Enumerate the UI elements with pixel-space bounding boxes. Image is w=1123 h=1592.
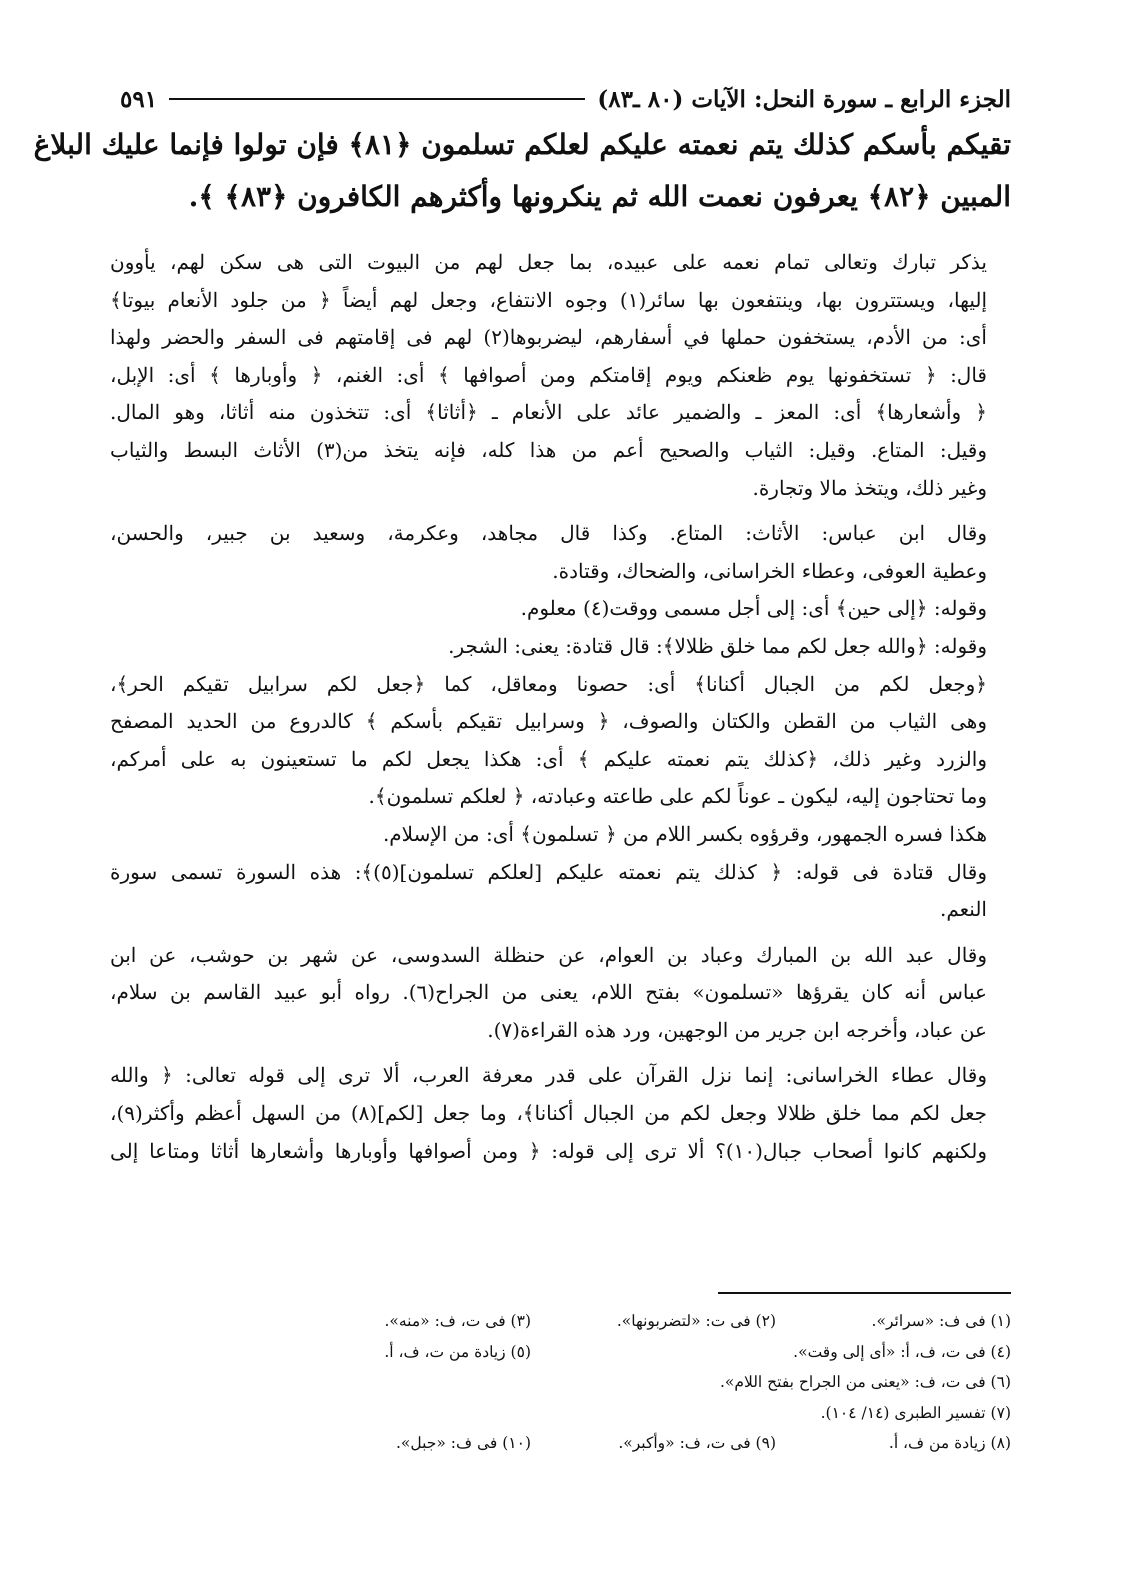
paragraph <box>110 244 1011 507</box>
text-line: وقيل: المتاع. وقيل: الثياب والصحيح أعم من هذا كله، فإنه يتخذ من(٣) الأثاث البسط والثياب <box>110 437 987 462</box>
text-line: وهى الثياب من القطن والكتان والصوف، ﴿ وسرابيل تقيكم بأسكم ﴾ كالدروع من الحديد المصفح <box>110 709 987 734</box>
text-line: عن عباد، وأخرجه ابن جرير من الوجهين، ورد هذه القراءة(٧). <box>487 1017 987 1042</box>
footnote-row <box>120 1367 1011 1398</box>
text-line: قال: ﴿ تستخفونها يوم ظعنكم ويوم إقامتكم ومن أصوافها ﴾ أى: الغنم، ﴿ وأوبارها ﴾ أى: الإبل، <box>110 362 987 387</box>
footnote: (٤) فى ت، ف، أ: «أى إلى وقت». <box>793 1342 1011 1361</box>
paragraph <box>110 854 1011 929</box>
text-line: وقال ابن عباس: الأثاث: المتاع. وكذا قال مجاهد، وعكرمة، وسعيد بن جبير، والحسن، <box>110 521 987 546</box>
text-line: ﴿وجعل لكم من الجبال أكنانا﴾ أى: حصونا ومعاقل، كما ﴿جعل لكم سرابيل تقيكم الحر﴾، <box>110 671 987 696</box>
quran-verse-line-2: المبين ﴿٨٢﴾ يعرفون نعمت الله ثم ينكرونها وأكثرهم الكافرون ﴿٨٣﴾ ﴾. <box>188 180 1011 213</box>
page-number: ٥٩١ <box>120 85 158 113</box>
text-line: وغير ذلك، ويتخذ مالا وتجارة. <box>752 475 987 500</box>
footnote-row <box>120 1337 1011 1368</box>
footnote-row <box>120 1398 1011 1429</box>
paragraph <box>110 816 1011 854</box>
footnote: (٣) فى ت، ف: «منه». <box>384 1312 531 1330</box>
footnote: (١) فى ف: «سرائر». <box>871 1312 1011 1330</box>
text-line: ولكنهم كانوا أصحاب جبال(١٠)؟ ألا ترى إلى قوله: ﴿ ومن أصوافها وأوبارها وأشعارها أثاثا ومتاعا إلى <box>110 1138 987 1163</box>
text-line: وقال عبد الله بن المبارك وعباد بن العوام، عن حنظلة السدوسى، عن شهر بن حوشب، عن ابن <box>110 942 987 967</box>
paragraph <box>110 666 1011 816</box>
text-line: هكذا فسره الجمهور، وقرؤوه بكسر اللام من ﴿ تسلمون﴾ أى: من الإسلام. <box>382 821 987 846</box>
commentary-body <box>110 244 1011 1170</box>
paragraph <box>110 628 1011 666</box>
text-line: وما تحتاجون إليه، ليكون ـ عوناً لكم على طاعته وعبادته، ﴿ لعلكم تسلمون﴾. <box>368 784 987 809</box>
header-rule <box>169 98 585 100</box>
footnote: (٥) زيادة من ت، ف، أ. <box>384 1342 531 1361</box>
footnote: (٦) فى ت، ف: «يعنى من الجراح بفتح اللام». <box>719 1373 1011 1391</box>
text-line: جعل لكم مما خلق ظلالا وجعل لكم من الجبال أكنانا﴾، وما جعل [لكم](٨) من السهل أعظم وأكثر(٩)، <box>110 1101 987 1126</box>
footnote-row <box>120 1428 1011 1459</box>
text-line: أى: من الأدم، يستخفون حملها في أسفارهم، ليضربوها(٢) لهم فى إقامتهم فى السفر والحضر ولهذا <box>110 325 987 350</box>
text-line: إليها، ويستترون بها، وينتفعون بها سائر(١) وجوه الانتفاع، وجعل لهم أيضاً ﴿ من جلود الأنعام بيوتا﴾ <box>110 287 987 312</box>
paragraph <box>110 937 1011 1050</box>
paragraph <box>110 1057 1011 1170</box>
text-line: وقوله: ﴿والله جعل لكم مما خلق ظلالا﴾: قال قتادة: يعنى: الشجر. <box>448 633 987 658</box>
quran-verse-line-1: تقيكم بأسكم كذلك يتم نعمته عليكم لعلكم تسلمون ﴿٨١﴾ فإن تولوا فإنما عليك البلاغ <box>33 128 1011 161</box>
footnote-rule <box>718 1292 1011 1294</box>
paragraph <box>110 590 1011 628</box>
header-title: الجزء الرابع ـ سورة النحل: الآيات (٨٠ ـ٨٣) <box>597 85 1011 113</box>
text-line: وقال عطاء الخراسانى: إنما نزل القرآن على قدر معرفة العرب، ألا ترى إلى قوله تعالى: ﴿ والله <box>110 1063 987 1088</box>
text-line: ﴿ وأشعارها﴾ أى: المعز ـ والضمير عائد على الأنعام ـ ﴿أثاثا﴾ أى: تتخذون منه أثاثا، وهو المال. <box>110 400 987 425</box>
footnote: (٨) زيادة من ف، أ. <box>888 1434 1011 1452</box>
footnotes <box>120 1306 1011 1459</box>
footnote: (١٠) فى ف: «جبل». <box>395 1434 531 1452</box>
text-line: وقال قتادة فى قوله: ﴿ كذلك يتم نعمته عليكم [لعلكم تسلمون](٥)﴾: هذه السورة تسمى سورة <box>110 859 987 884</box>
text-line: وقوله: ﴿إلى حين﴾ أى: إلى أجل مسمى ووقت(٤) معلوم. <box>520 596 987 621</box>
text-line: النعم. <box>939 897 987 922</box>
text-line: وعطية العوفى، وعطاء الخراسانى، والضحاك، وقتادة. <box>552 558 987 583</box>
text-line: عباس أنه كان يقرؤها «تسلمون» بفتح اللام، يعنى من الجراح(٦). رواه أبو عبيد القاسم بن سلام، <box>110 980 987 1005</box>
footnote-row <box>120 1306 1011 1337</box>
footnote: (٧) تفسير الطبرى (١٤/ ١٠٤). <box>820 1403 1011 1422</box>
text-line: والزرد وغير ذلك، ﴿كذلك يتم نعمته عليكم ﴾ أى: هكذا يجعل لكم ما تستعينون به على أمركم، <box>110 746 987 771</box>
running-header <box>120 82 1011 116</box>
footnote: (٢) فى ت: «لتضربونها». <box>616 1312 776 1330</box>
text-line: يذكر تبارك وتعالى تمام نعمه على عبيده، بما جعل لهم من البيوت التى هى سكن لهم، يأوون <box>110 250 987 274</box>
paragraph <box>110 515 1011 590</box>
footnote: (٩) فى ت، ف: «وأكبر». <box>618 1434 776 1452</box>
